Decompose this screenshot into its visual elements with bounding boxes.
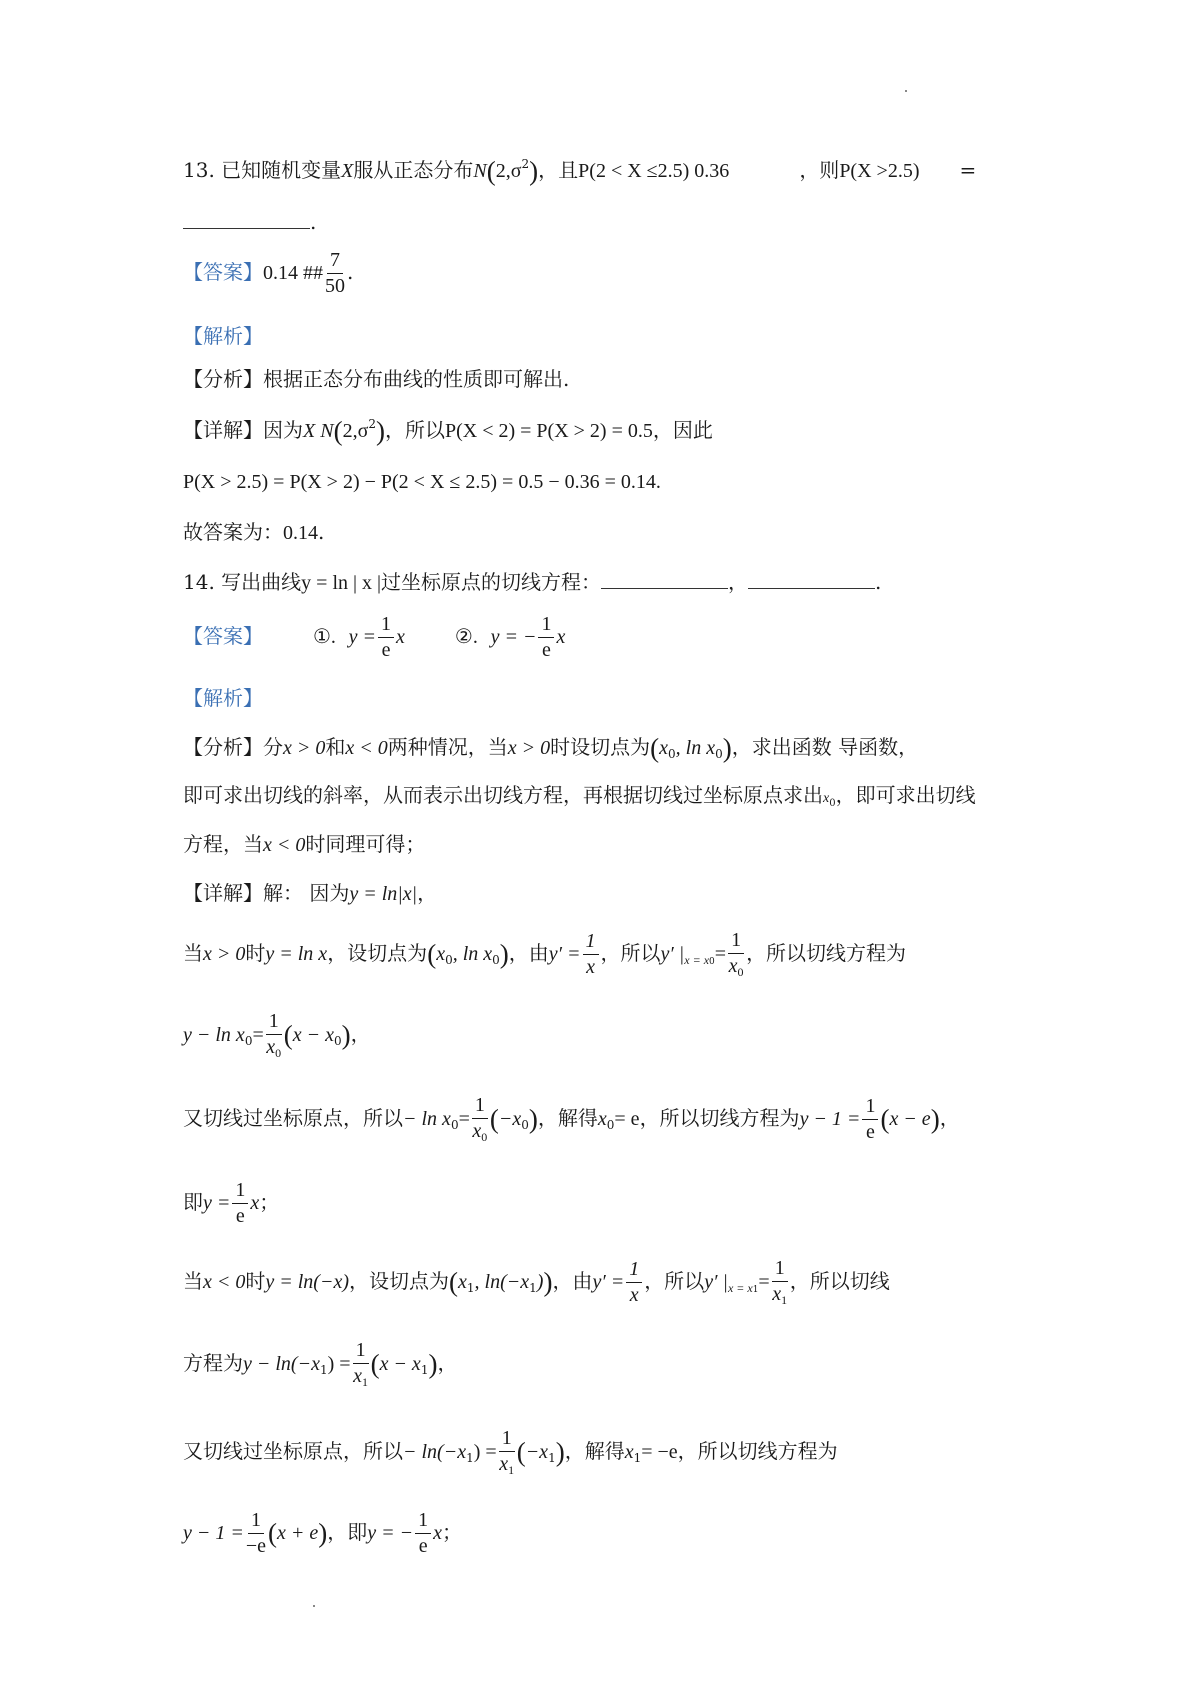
- p5v: 1: [781, 1293, 788, 1307]
- p6h: x − x: [379, 1352, 421, 1375]
- p2g: x − x: [292, 1023, 334, 1046]
- p2h: 0: [333, 1033, 342, 1048]
- xj14-p7-line: 又切线过坐标原点，所以− $\ln(-x_1)$ = $\frac{1}{x_1}$ $(-x_1)$，解得$x_1= -e$，所以切线方程为: [183, 1427, 838, 1477]
- p5p: y′ |: [704, 1270, 728, 1293]
- p1p: x = x: [684, 952, 710, 967]
- f14-a1: 分: [263, 735, 283, 759]
- fenxi13-text: 根据正态分布曲线的性质即可解出.: [263, 367, 570, 391]
- ans14-n2: 1: [538, 614, 554, 638]
- p5l: y′ =: [592, 1270, 625, 1293]
- q14-blank-1[interactable]: [601, 568, 728, 589]
- xj13-l2end: .: [655, 471, 661, 493]
- xj13-l3c: .: [318, 520, 325, 544]
- p1q: 0: [709, 956, 715, 967]
- p5b: x < 0: [203, 1270, 246, 1293]
- jiexi-tag-1: 【解析】: [183, 324, 263, 348]
- p3e: 1: [472, 1095, 488, 1119]
- f14-a8: x: [659, 737, 669, 759]
- xj13-l1d: ，所以: [384, 418, 445, 442]
- ans14-d1: e: [381, 639, 391, 661]
- xiangjie13-line3: [183, 522, 324, 543]
- p1b: x > 0: [203, 942, 246, 965]
- p5g: 1: [466, 1280, 475, 1295]
- f14-a7: 时设切点为: [550, 735, 651, 759]
- p1j: ，由: [508, 940, 549, 965]
- p6e: 1: [353, 1340, 369, 1364]
- ans14-m2: ②.: [454, 626, 478, 648]
- p3s: ，: [939, 1105, 960, 1130]
- fenxi14-line2: [183, 785, 976, 809]
- q14-pre: 14. 写出曲线: [183, 570, 302, 594]
- scan-dot: [905, 90, 907, 92]
- p5q: x = x: [727, 1280, 753, 1295]
- p1n: ，所以: [600, 940, 661, 965]
- xj14-p3-line: 又切线过坐标原点，所以− $\ln x_0=$ $\frac{1}{x_0}$ $(-x_0)$，解得$x_0= e$，所以切线方程为y − 1 = $\frac{1}{e}$ (x − e)，: [183, 1094, 960, 1144]
- f14-b3: 0: [829, 798, 836, 809]
- ans14-x2: x: [556, 626, 566, 648]
- fenxi14-line1: 【分析】分x > 0和x < 0两种情况，当x > 0时设切点为($x_0$, $\ln x_0$)，求出函数 导函数，: [183, 733, 919, 763]
- p2d: 1: [266, 1011, 282, 1035]
- p1t: x: [728, 955, 738, 977]
- f14-a2: x > 0: [283, 737, 326, 759]
- p4d: e: [235, 1205, 245, 1227]
- p5d: y = ln(−x): [265, 1270, 349, 1293]
- p3l: 0: [606, 1117, 615, 1132]
- xj13-l1c: 2,σ: [342, 420, 369, 442]
- p1i: 0: [492, 952, 500, 967]
- p8h: e: [418, 1535, 428, 1557]
- p1s: 1: [728, 930, 744, 954]
- q13-then: ，则: [799, 158, 840, 182]
- ans14-line: [183, 614, 565, 661]
- p6j: ，: [437, 1350, 458, 1375]
- p7m: = −e: [641, 1440, 678, 1463]
- xj13-l3a: 故答案为：: [183, 520, 283, 544]
- p7b: − ln(−x: [403, 1440, 467, 1463]
- p3g: 0: [481, 1130, 488, 1144]
- q13-ask: P(X >2.5): [839, 160, 920, 182]
- xj13-l1a: 因为: [263, 418, 303, 442]
- p8e: ，即: [327, 1520, 368, 1544]
- p5n: x: [629, 1283, 639, 1306]
- xj13-l3b: 0.14: [283, 522, 318, 544]
- q13-pre: 13. 已知随机变量: [183, 158, 342, 182]
- ans13-text: 0.14 ##: [263, 262, 323, 284]
- f14-a3: 和: [325, 735, 346, 759]
- p3p: 1: [862, 1096, 878, 1120]
- q13-eq: =: [959, 158, 977, 182]
- q13-answer-blank[interactable]: [183, 208, 310, 229]
- p7f: x: [499, 1453, 509, 1475]
- fenxi14-line3: [183, 834, 425, 855]
- xj14-h1: 解： 因为: [263, 881, 350, 905]
- f14-c1: 方程，当: [183, 832, 263, 856]
- scan-dot-bottom: [313, 1605, 315, 1607]
- p2c: =: [252, 1023, 264, 1046]
- q14-curve: y = ln | x |: [301, 572, 382, 594]
- f14-a5: 两种情况，当: [387, 735, 508, 759]
- p4b: y =: [203, 1192, 231, 1214]
- jiexi-tag-2: 【解析】: [183, 686, 263, 710]
- xiangjie13-line1: 【详解】因为X $N(2,\sigma^2)$，所以P(X < 2) = P(X > 2) = 0.5，因此: [183, 416, 713, 446]
- q13-blank-line: [183, 208, 316, 232]
- q13-line: 13. 已知随机变量X服从正态分布$N(2,\sigma^2)$，且P(2 < X ≤2.5) 0.36 ，则P(X >2.5) =: [183, 156, 977, 186]
- f14-c3: 时同理可得；: [305, 832, 426, 856]
- xj14-h3: ，: [417, 881, 438, 905]
- p6b: y − ln(−x: [243, 1352, 320, 1375]
- f14-a4: x < 0: [345, 737, 388, 759]
- fenxi13-line: [183, 369, 569, 389]
- p6c: 1: [319, 1362, 328, 1377]
- p3a: 又切线过坐标原点，所以: [183, 1105, 403, 1130]
- p5w: ，所以切线: [789, 1268, 890, 1293]
- ans14-d2: e: [542, 639, 551, 661]
- p3o: y − 1 =: [799, 1107, 861, 1130]
- f14-c2: x < 0: [263, 834, 306, 856]
- p4a: 即: [183, 1190, 203, 1214]
- p5h: , ln(−x: [474, 1270, 530, 1293]
- p2f: 0: [275, 1046, 282, 1060]
- p6f: x: [353, 1365, 362, 1387]
- ans14-y1: y =: [348, 626, 377, 648]
- p1l: 1: [583, 931, 599, 955]
- p6i: 1: [420, 1362, 429, 1377]
- p1e: ，设切点为: [327, 940, 428, 965]
- p8j: ；: [442, 1520, 463, 1544]
- p2a: y − ln x: [183, 1023, 245, 1046]
- ans13-tag: 【答案】: [183, 260, 263, 284]
- p3m: = e: [614, 1107, 640, 1130]
- fenxi13-tag: 【分析】: [183, 367, 263, 391]
- p3n: ，所以切线方程为: [639, 1105, 800, 1130]
- xj13-l1e: P(X < 2) = P(X > 2) = 0.5: [444, 420, 653, 442]
- p4c: 1: [232, 1180, 248, 1204]
- p5a: 当: [183, 1268, 203, 1293]
- p3r: x − e: [889, 1107, 931, 1130]
- xj13-l1b: X N: [303, 420, 334, 442]
- q14-sep: ，: [728, 570, 749, 594]
- p1o: y′ |: [660, 942, 685, 965]
- fenxi14-tag: 【分析】: [183, 735, 263, 759]
- p3k: x: [597, 1107, 607, 1130]
- q13-mid: 服从正态分布: [353, 158, 474, 182]
- f14-a11: 0: [715, 747, 723, 761]
- p2b: 0: [244, 1033, 253, 1048]
- p8a: y − 1 =: [183, 1522, 244, 1544]
- p5f: x: [458, 1270, 467, 1293]
- p7i: 1: [548, 1450, 556, 1465]
- q14-post: 过坐标原点的切线方程：: [381, 570, 602, 594]
- p5r: 1: [752, 1284, 759, 1295]
- f14-b2: x: [823, 791, 830, 806]
- xj14-p8-line: y − 1 = $\frac{1}{-e}$ (x + e)，即y = − $\frac{1}{e}$ x；: [183, 1509, 463, 1557]
- p8i: x: [433, 1522, 443, 1544]
- ans14-y2: y = −: [490, 626, 537, 648]
- p1r: =: [714, 942, 727, 965]
- q13-prob: P(2 < X ≤2.5) 0.36: [578, 160, 730, 182]
- p8g: 1: [415, 1510, 431, 1534]
- p7k: x: [624, 1440, 634, 1463]
- p3c: 0: [450, 1117, 459, 1132]
- q13-dist: N: [473, 160, 487, 182]
- f14-a12: ，求出函数 导函数，: [731, 735, 919, 759]
- p1c: 时: [245, 940, 266, 965]
- p4e: x: [250, 1192, 260, 1214]
- q14-blank-2[interactable]: [748, 568, 875, 589]
- q14-line: [183, 568, 881, 593]
- p6d: ) =: [327, 1352, 351, 1375]
- p7c: 1: [466, 1450, 474, 1465]
- q13-given: ，且: [538, 158, 579, 182]
- p4f: ；: [259, 1190, 280, 1214]
- p8d: x + e: [277, 1522, 319, 1544]
- p1u: 0: [737, 965, 744, 979]
- p8c: −e: [245, 1535, 267, 1557]
- ans14-m1: ①.: [313, 626, 336, 648]
- xj14-h-line: [183, 883, 437, 904]
- p7e: 1: [499, 1428, 515, 1452]
- p2e: x: [266, 1036, 276, 1058]
- p7h: −x: [525, 1440, 549, 1463]
- p5k: ，由: [552, 1268, 593, 1293]
- p3b: − ln x: [403, 1107, 451, 1130]
- q13-args: 2,σ: [495, 160, 522, 182]
- ans14-tag: 【答案】: [183, 624, 263, 648]
- f14-a9: 0: [668, 747, 676, 761]
- q14-end: .: [875, 570, 882, 594]
- ans14-n1: 1: [378, 614, 394, 638]
- p3q: e: [865, 1120, 875, 1143]
- xiangjie13-line2: [183, 472, 661, 492]
- p7a: 又切线过坐标原点，所以: [183, 1438, 403, 1463]
- p7l: 1: [633, 1450, 642, 1465]
- p8b: 1: [248, 1510, 264, 1534]
- p1g: 0: [445, 952, 453, 967]
- p1f: x: [436, 942, 446, 965]
- p5s: =: [758, 1270, 770, 1293]
- p1k: y′ =: [548, 942, 581, 965]
- p5u: x: [772, 1283, 782, 1305]
- p5m: 1: [626, 1259, 642, 1283]
- p5j: ): [536, 1270, 544, 1293]
- xj14-p1-line: 当x > 0时y = ln x，设切点为($x_0$, $\ln x_0$)，由y′ = $\frac{1}{x}$ ，所以y′ $|_{x = x0}=$ $\frac{1}{x_0}$ ，所以切线方程为: [183, 929, 907, 979]
- f14-b1: 即可求出切线的斜率，从而表示出切线方程，再根据切线过坐标原点求出: [183, 783, 823, 807]
- p2i: ，: [350, 1021, 371, 1046]
- p6g: 1: [362, 1375, 368, 1389]
- f14-a6: x > 0: [507, 737, 551, 759]
- p1v: ，所以切线方程为: [746, 940, 907, 965]
- ans13-den: 50: [325, 275, 345, 297]
- p7j: ，解得: [564, 1438, 625, 1463]
- p3f: x: [472, 1120, 482, 1142]
- p3i: 0: [521, 1117, 529, 1132]
- xj14-p2-line: $y - \ln x_0=$ $\frac{1}{x_0}$ $(x - x_0)$，: [183, 1010, 371, 1060]
- p6a: 方程为: [183, 1350, 243, 1375]
- p1a: 当: [183, 940, 203, 965]
- xj14-p6-line: 方程为$y - \ln(-x_1)$ = $\frac{1}{x_1}$ $(x - x_1)$，: [183, 1339, 458, 1389]
- p5o: ，所以: [644, 1268, 705, 1293]
- f14-b4: ，即可求出切线: [835, 783, 976, 807]
- p1m: x: [586, 955, 595, 978]
- p1h: , ln x: [452, 942, 493, 965]
- ans14-x1: x: [396, 626, 405, 648]
- q13-end: .: [310, 210, 317, 234]
- ans13-end: .: [347, 260, 354, 284]
- xiangjie13-tag: 【详解】: [183, 418, 263, 442]
- xj14-p4-line: [183, 1180, 279, 1227]
- p1d: y = ln x: [265, 942, 328, 965]
- p7n: ，所以切线方程为: [677, 1438, 838, 1463]
- p7g: 1: [508, 1463, 515, 1477]
- p3d: =: [458, 1107, 470, 1130]
- p5e: ，设切点为: [349, 1268, 449, 1293]
- ans13-fraction: [325, 250, 345, 297]
- p3h: −x: [498, 1107, 522, 1130]
- p5i: 1: [529, 1280, 537, 1295]
- ans13-num: 7: [327, 250, 343, 274]
- xj14-h2: y = ln|x|: [349, 883, 418, 905]
- p7d: ) =: [473, 1440, 497, 1463]
- p8f: y = −: [367, 1522, 414, 1544]
- xj14-tag: 【详解】: [183, 881, 263, 905]
- xj14-p5-line: 当x < 0时y = ln(−x)，设切点为($x_1$, $\ln(-x_1)$)，由y′ = $\frac{1}{x}$ ，所以y′ $|_{x = x1}=$ $\frac{1}{x_1}$ ，所以切线: [183, 1257, 890, 1307]
- p5c: 时: [245, 1268, 266, 1293]
- ans13-line: [183, 250, 353, 297]
- xj13-l2: P(X > 2.5) = P(X > 2) − P(2 < X ≤ 2.5) = 0.5 − 0.36 = 0.14: [183, 471, 656, 493]
- f14-a10: , ln x: [675, 737, 716, 759]
- xj13-l1f: ，因此: [652, 418, 713, 442]
- q13-var: X: [341, 160, 354, 182]
- p3j: ，解得: [537, 1105, 598, 1130]
- p5t: 1: [772, 1258, 788, 1282]
